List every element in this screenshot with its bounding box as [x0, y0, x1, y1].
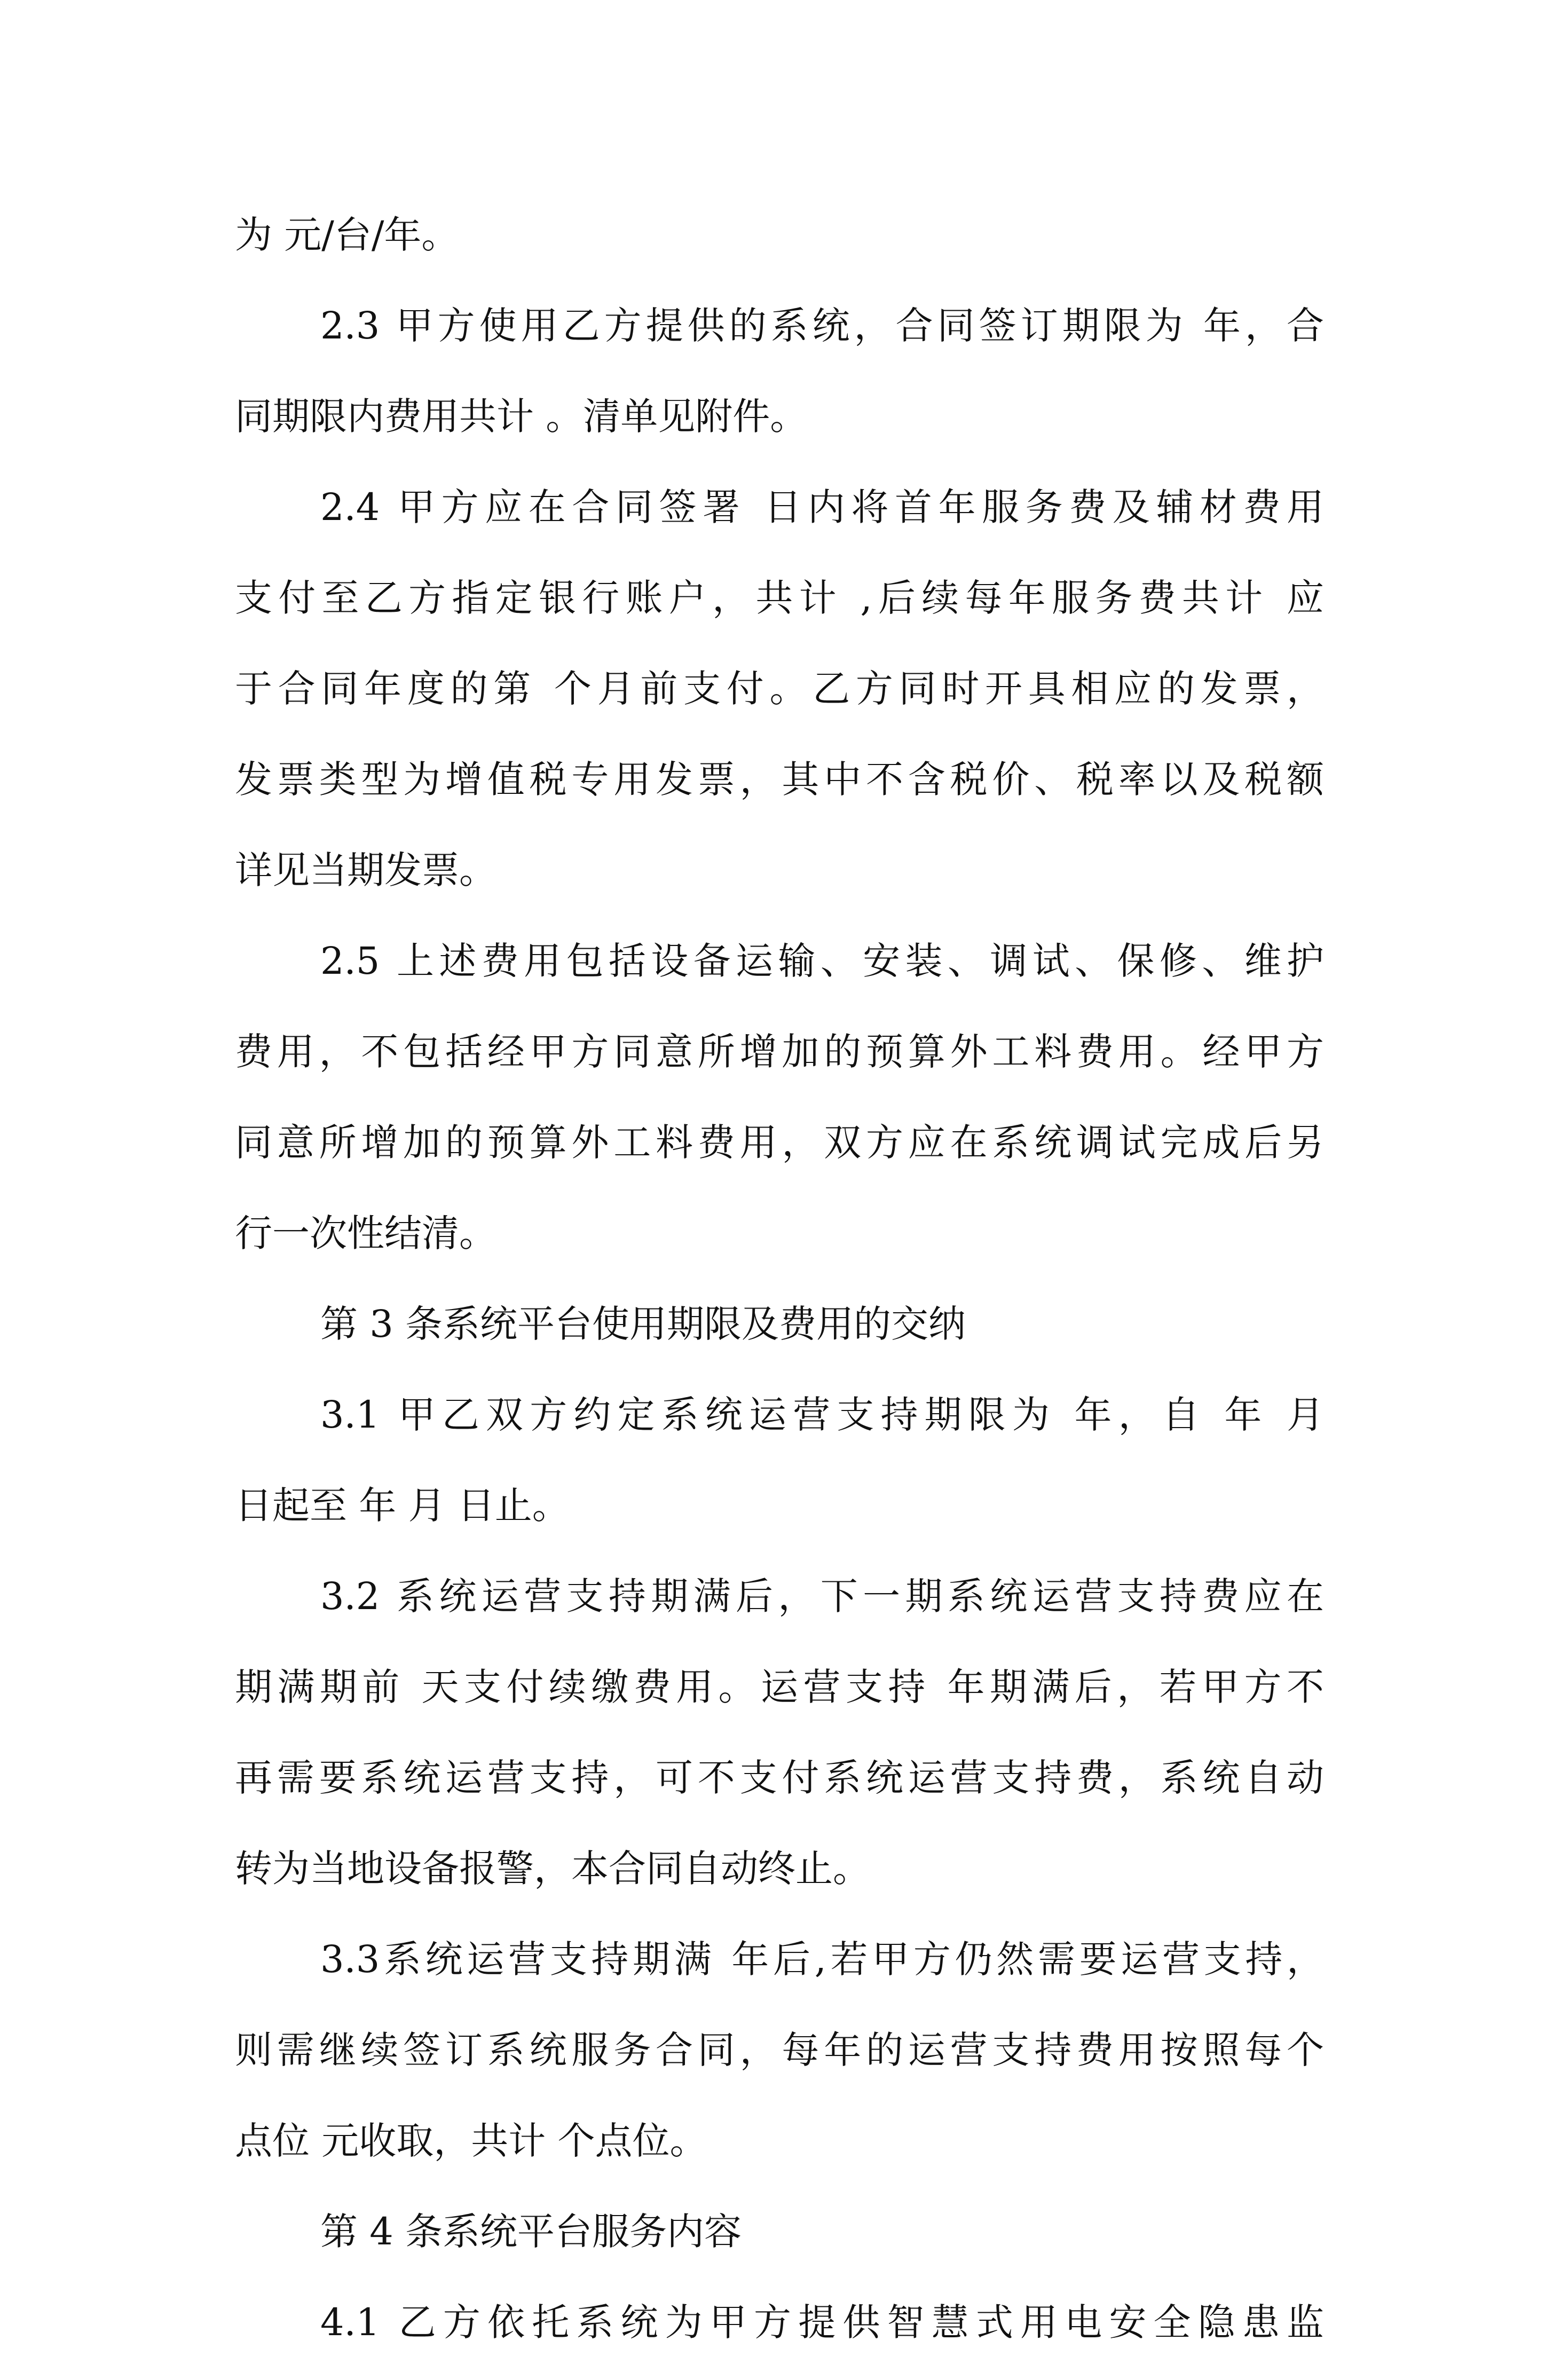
- text-line: 于合同年度的第 个月前支付。乙方同时开具相应的发票，: [235, 667, 1324, 711]
- text-line: 3.1 甲乙双方约定系统运营支持期限为 年，自 年 月: [320, 1393, 1324, 1437]
- text-line: 3.3系统运营支持期满 年后,若甲方仍然需要运营支持，: [320, 1937, 1324, 1981]
- text-line: 3.2 系统运营支持期满后，下一期系统运营支持费应在: [320, 1574, 1324, 1618]
- text-line: 详见当期发票。: [235, 848, 496, 892]
- text-line: 费用，不包括经甲方同意所增加的预算外工料费用。经甲方: [235, 1030, 1324, 1074]
- document-body: [235, 202, 1324, 2380]
- text-line: 发票类型为增值税专用发票，其中不含税价、税率以及税额: [235, 758, 1324, 801]
- text-line: 转为当地设备报警，本合同自动终止。: [235, 1847, 870, 1890]
- text-line: 日起至 年 月 日止。: [235, 1484, 570, 1527]
- text-line: 支付至乙方指定银行账户，共计 ,后续每年服务费共计 应: [235, 576, 1324, 620]
- text-line: 再需要系统运营支持，可不支付系统运营支持费，系统自动: [235, 1756, 1324, 1800]
- section-heading: 第 4 条系统平台服务内容: [320, 2210, 742, 2253]
- text-line: 点位 元收取，共计 个点位。: [235, 2119, 707, 2163]
- text-line: 2.4 甲方应在合同签署 日内将首年服务费及辅材费用: [320, 485, 1324, 529]
- text-line: 同期限内费用共计 。清单见附件。: [235, 395, 808, 438]
- text-line: 行一次性结清。: [235, 1211, 496, 1255]
- text-line: 为 元/台/年。: [235, 213, 459, 257]
- text-line: 期满期前 天支付续缴费用。运营支持 年期满后，若甲方不: [235, 1665, 1324, 1709]
- text-line: 4.1 乙方依托系统为甲方提供智慧式用电安全隐患监: [320, 2300, 1324, 2344]
- text-line: 同意所增加的预算外工料费用，双方应在系统调试完成后另: [235, 1121, 1324, 1164]
- text-line: 则需继续签订系统服务合同，每年的运营支持费用按照每个: [235, 2028, 1324, 2072]
- section-heading: 第 3 条系统平台使用期限及费用的交纳: [320, 1302, 966, 1346]
- text-line: 2.5 上述费用包括设备运输、安装、调试、保修、维护: [320, 939, 1324, 983]
- text-line: 2.3 甲方使用乙方提供的系统，合同签订期限为 年，合: [320, 304, 1324, 348]
